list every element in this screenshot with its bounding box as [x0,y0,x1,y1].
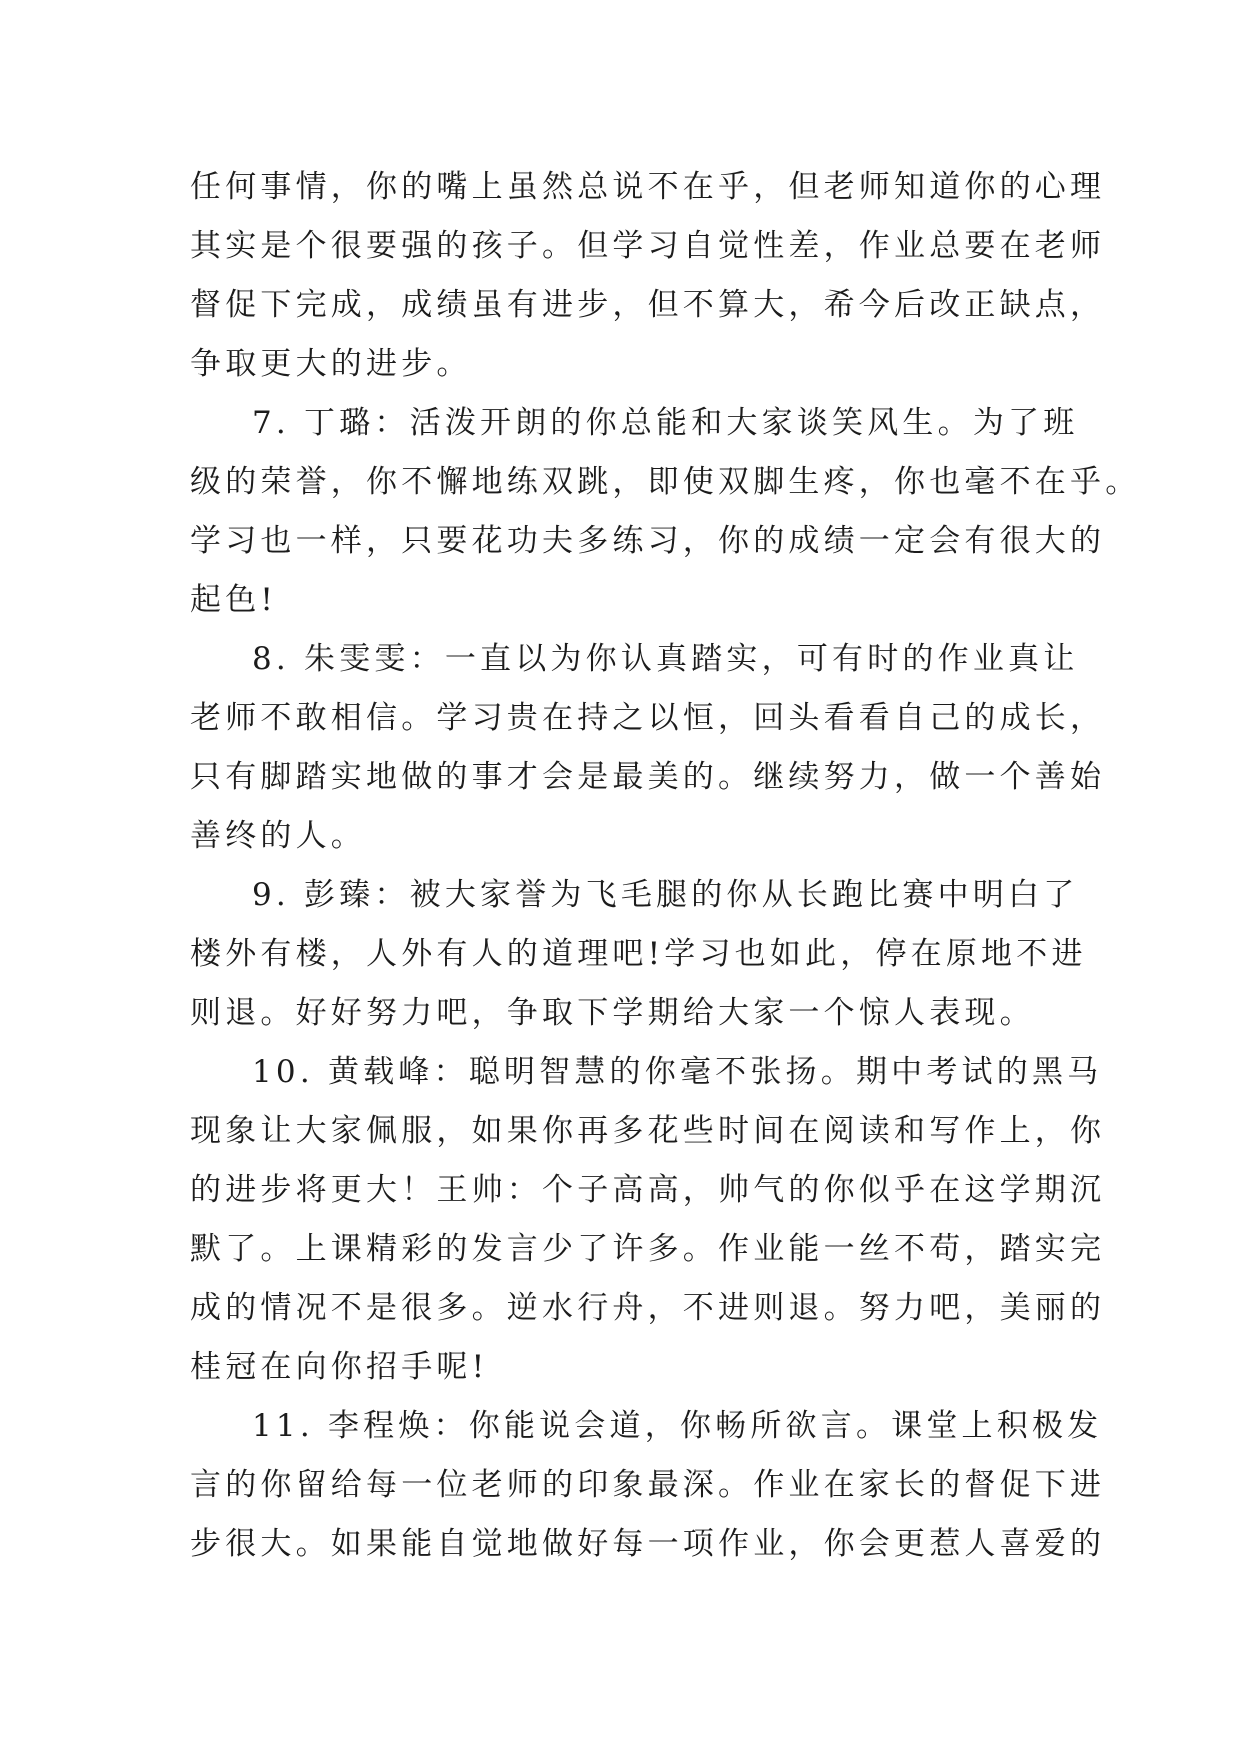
text-line: 任何事情，你的嘴上虽然总说不在乎，但老师知道你的心理 [190,169,1106,205]
text-line: 起色! [190,582,278,618]
text-line: 只有脚踏实地做的事才会是最美的。继续努力，做一个善始 [190,759,1106,795]
paragraph-start-line: 8. 朱雯雯：一直以为你认真踏实，可有时的作业真让 [252,641,1079,677]
text-line: 其实是个很要强的孩子。但学习自觉性差，作业总要在老师 [190,228,1106,264]
text-line: 成的情况不是很多。逆水行舟，不进则退。努力吧，美丽的 [190,1290,1106,1326]
text-line: 现象让大家佩服，如果你再多花些时间在阅读和写作上，你 [190,1113,1106,1149]
text-line: 级的荣誉，你不懈地练双跳，即使双脚生疼，你也毫不在乎。 [190,464,1141,500]
text-line: 默了。上课精彩的发言少了许多。作业能一丝不苟，踏实完 [190,1231,1106,1267]
paragraph-start-line: 10. 黄载峰：聪明智慧的你毫不张扬。期中考试的黑马 [252,1054,1103,1090]
text-line: 督促下完成，成绩虽有进步，但不算大，希今后改正缺点， [190,287,1106,323]
text-line: 楼外有楼，人外有人的道理吧!学习也如此，停在原地不进 [190,936,1087,972]
text-line: 步很大。如果能自觉地做好每一项作业，你会更惹人喜爱的 [190,1526,1106,1562]
paragraph-start-line: 11. 李程焕：你能说会道，你畅所欲言。课堂上积极发 [252,1408,1103,1444]
text-line: 争取更大的进步。 [190,346,472,382]
text-line: 学习也一样，只要花功夫多练习，你的成绩一定会有很大的 [190,523,1106,559]
text-line: 的进步将更大！王帅：个子高高，帅气的你似乎在这学期沉 [190,1172,1106,1208]
text-line: 善终的人。 [190,818,366,854]
text-line: 则退。好好努力吧，争取下学期给大家一个惊人表现。 [190,995,1035,1031]
paragraph-start-line: 7. 丁璐：活泼开朗的你总能和大家谈笑风生。为了班 [252,405,1079,441]
paragraph-start-line: 9. 彭臻：被大家誉为飞毛腿的你从长跑比赛中明白了 [252,877,1079,913]
document-body [190,158,1141,1574]
text-line: 老师不敢相信。学习贵在持之以恒，回头看看自己的成长， [190,700,1106,736]
text-line: 言的你留给每一位老师的印象最深。作业在家长的督促下进 [190,1467,1106,1503]
text-line: 桂冠在向你招手呢! [190,1349,489,1385]
